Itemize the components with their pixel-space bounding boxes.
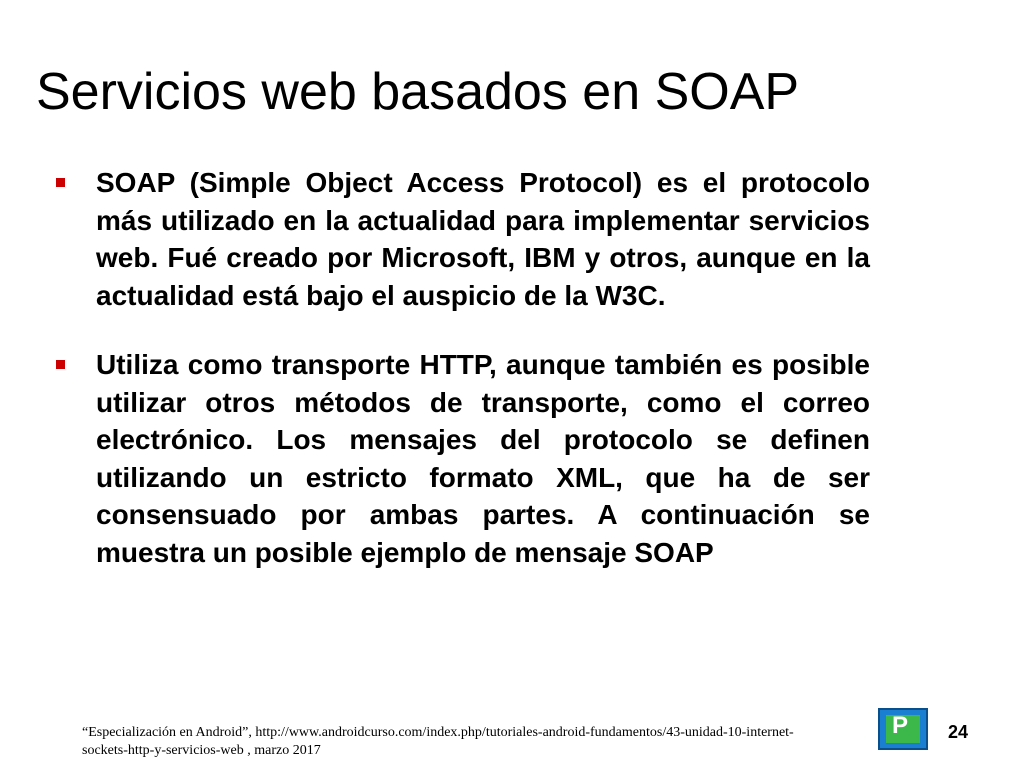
- bullet-text: SOAP (Simple Object Access Protocol) es el protocolo más utilizado en la actualidad para implementar servicios web. Fué creado por Microsoft, IBM y otros, aunque en la actualidad está bajo el auspicio de la W3C.: [96, 167, 870, 311]
- bullet-list: [52, 164, 870, 603]
- page-number: 24: [948, 722, 969, 742]
- bullet-item: [52, 164, 870, 314]
- bullet-marker-icon: [56, 178, 65, 187]
- institution-logo-icon: [878, 708, 928, 750]
- slide-title: Servicios web basados en SOAP: [36, 63, 800, 121]
- bullet-item: [52, 346, 870, 571]
- bullet-text: Utiliza como transporte HTTP, aunque también es posible utilizar otros métodos de transporte, como el correo electrónico. Los mensajes del protocolo se definen utilizando un estricto formato XML, que ha de ser consensuado por ambas partes. A continuación se muestra un posible ejemplo de mensaje SOAP: [96, 349, 870, 568]
- bullet-marker-icon: [56, 360, 65, 369]
- footer-citation: “Especialización en Android”, http://www.androidcurso.com/index.php/tutoriales-android-fundamentos/43-unidad-10-internet-sockets-http-y-servicios-web , marzo 2017: [82, 725, 794, 758]
- logo-letter-icon: P: [892, 712, 909, 739]
